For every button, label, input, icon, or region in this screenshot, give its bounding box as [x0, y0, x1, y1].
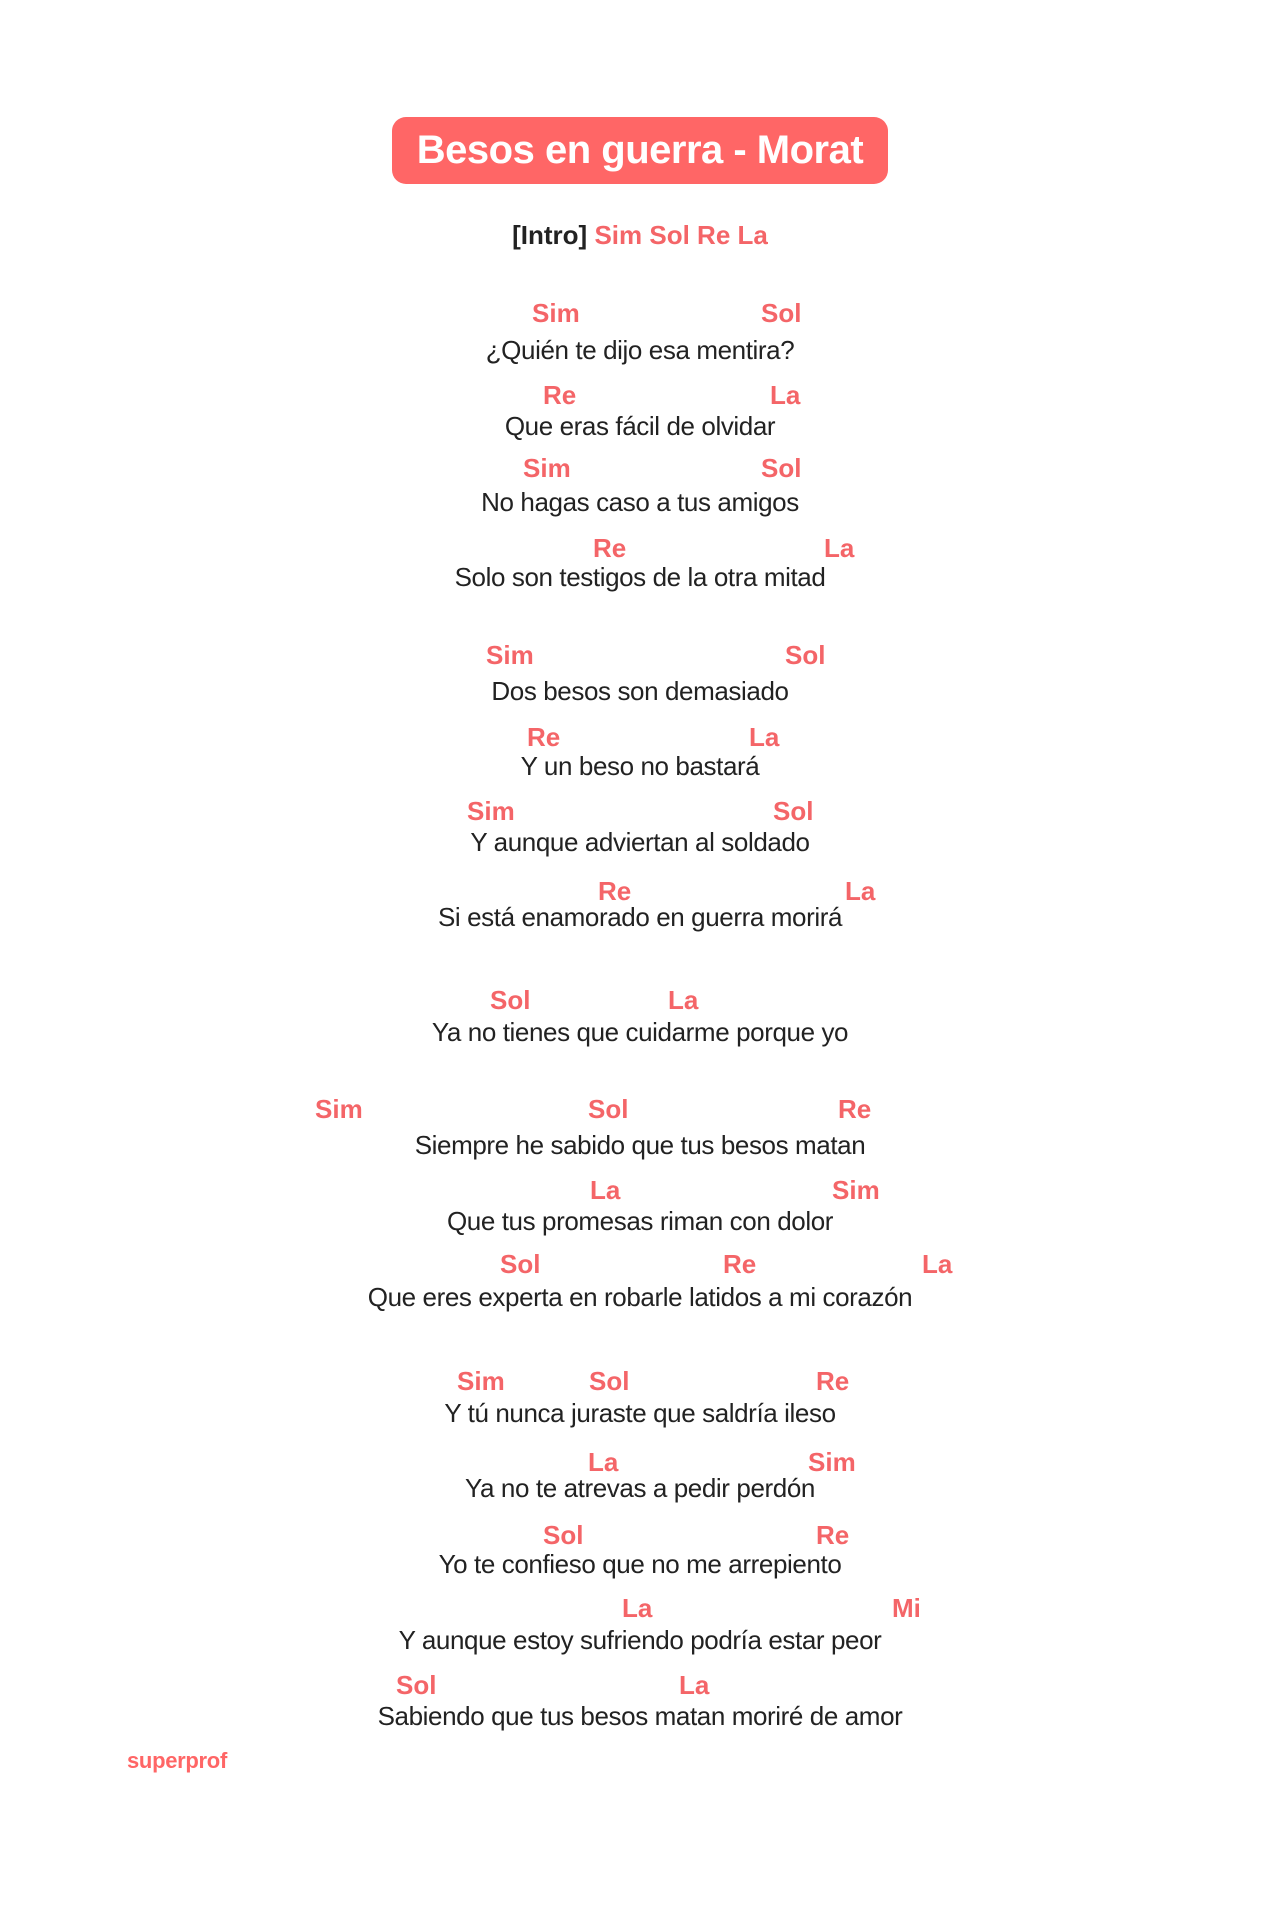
- lyric-line: Siempre he sabido que tus besos matan: [414, 1130, 866, 1160]
- chord: Sim: [832, 1175, 880, 1205]
- chord: La: [588, 1447, 619, 1477]
- lyric-line: Que eras fácil de olvidar: [504, 411, 776, 441]
- lyric-line: Dos besos son demasiado: [491, 676, 789, 706]
- chord: La: [749, 722, 780, 752]
- chord: La: [622, 1593, 653, 1623]
- chord: Re: [527, 722, 561, 752]
- chord: Sim: [532, 298, 580, 328]
- intro-label: [Intro]: [512, 220, 588, 250]
- song-title: Besos en guerra - Morat: [416, 128, 864, 172]
- chord: Sol: [785, 640, 826, 670]
- chord: Sim: [486, 640, 534, 670]
- chord: Sim: [457, 1366, 505, 1396]
- chord: Sol: [490, 985, 531, 1015]
- chord: Re: [816, 1366, 850, 1396]
- lyric-line: Solo son testigos de la otra mitad: [454, 562, 826, 592]
- lyric-line: Yo te confieso que no me arrepiento: [438, 1549, 842, 1579]
- chord: Sol: [761, 453, 802, 483]
- chord: Re: [816, 1520, 850, 1550]
- chord: Sim: [315, 1094, 363, 1124]
- chord: La: [922, 1249, 953, 1279]
- chord: Sim: [523, 453, 571, 483]
- chord: La: [679, 1670, 710, 1700]
- lyric-line: No hagas caso a tus amigos: [481, 487, 799, 517]
- chord: Sol: [761, 298, 802, 328]
- lyric-line: Si está enamorado en guerra morirá: [437, 902, 843, 932]
- chord: Sol: [396, 1670, 437, 1700]
- lyric-line: Ya no tienes que cuidarme porque yo: [431, 1017, 849, 1047]
- chord: Sim: [808, 1447, 856, 1477]
- intro-line: [0, 220, 1280, 251]
- chord: Sol: [500, 1249, 541, 1279]
- chord: Re: [723, 1249, 757, 1279]
- chord: Re: [838, 1094, 872, 1124]
- lyric-line: ¿Quién te dijo esa mentira?: [485, 335, 795, 365]
- lyric-line: Y tú nunca juraste que saldría ileso: [444, 1398, 836, 1428]
- intro-chord: La: [737, 220, 768, 250]
- chord: Sim: [467, 796, 515, 826]
- chord: La: [824, 533, 855, 563]
- chord: La: [668, 985, 699, 1015]
- intro-chord: Sol: [649, 220, 690, 250]
- lyric-line: Ya no te atrevas a pedir perdón: [465, 1473, 815, 1503]
- chord: Sol: [543, 1520, 584, 1550]
- song-title-banner: [392, 117, 888, 184]
- lyric-line: Y aunque adviertan al soldado: [470, 827, 810, 857]
- chord: La: [845, 876, 876, 906]
- chord: Re: [543, 380, 577, 410]
- chord: Sol: [589, 1366, 630, 1396]
- chord: La: [590, 1175, 621, 1205]
- intro-chord: Sim: [594, 220, 643, 250]
- chord: Re: [593, 533, 627, 563]
- chord: Sol: [773, 796, 814, 826]
- chord: Mi: [892, 1593, 921, 1623]
- intro-chord: Re: [697, 220, 731, 250]
- lyric-line: Y un beso no bastará: [520, 751, 760, 781]
- chord: Re: [598, 876, 632, 906]
- lyric-line: Sabiendo que tus besos matan moriré de amor: [377, 1701, 903, 1731]
- lyric-line: Que tus promesas riman con dolor: [446, 1206, 834, 1236]
- lyric-line: Y aunque estoy sufriendo podría estar peor: [398, 1625, 882, 1655]
- lyric-line: Que eres experta en robarle latidos a mi corazón: [367, 1282, 913, 1312]
- superprof-logo: superprof: [127, 1748, 227, 1773]
- chord: Sol: [588, 1094, 629, 1124]
- chord: La: [770, 380, 801, 410]
